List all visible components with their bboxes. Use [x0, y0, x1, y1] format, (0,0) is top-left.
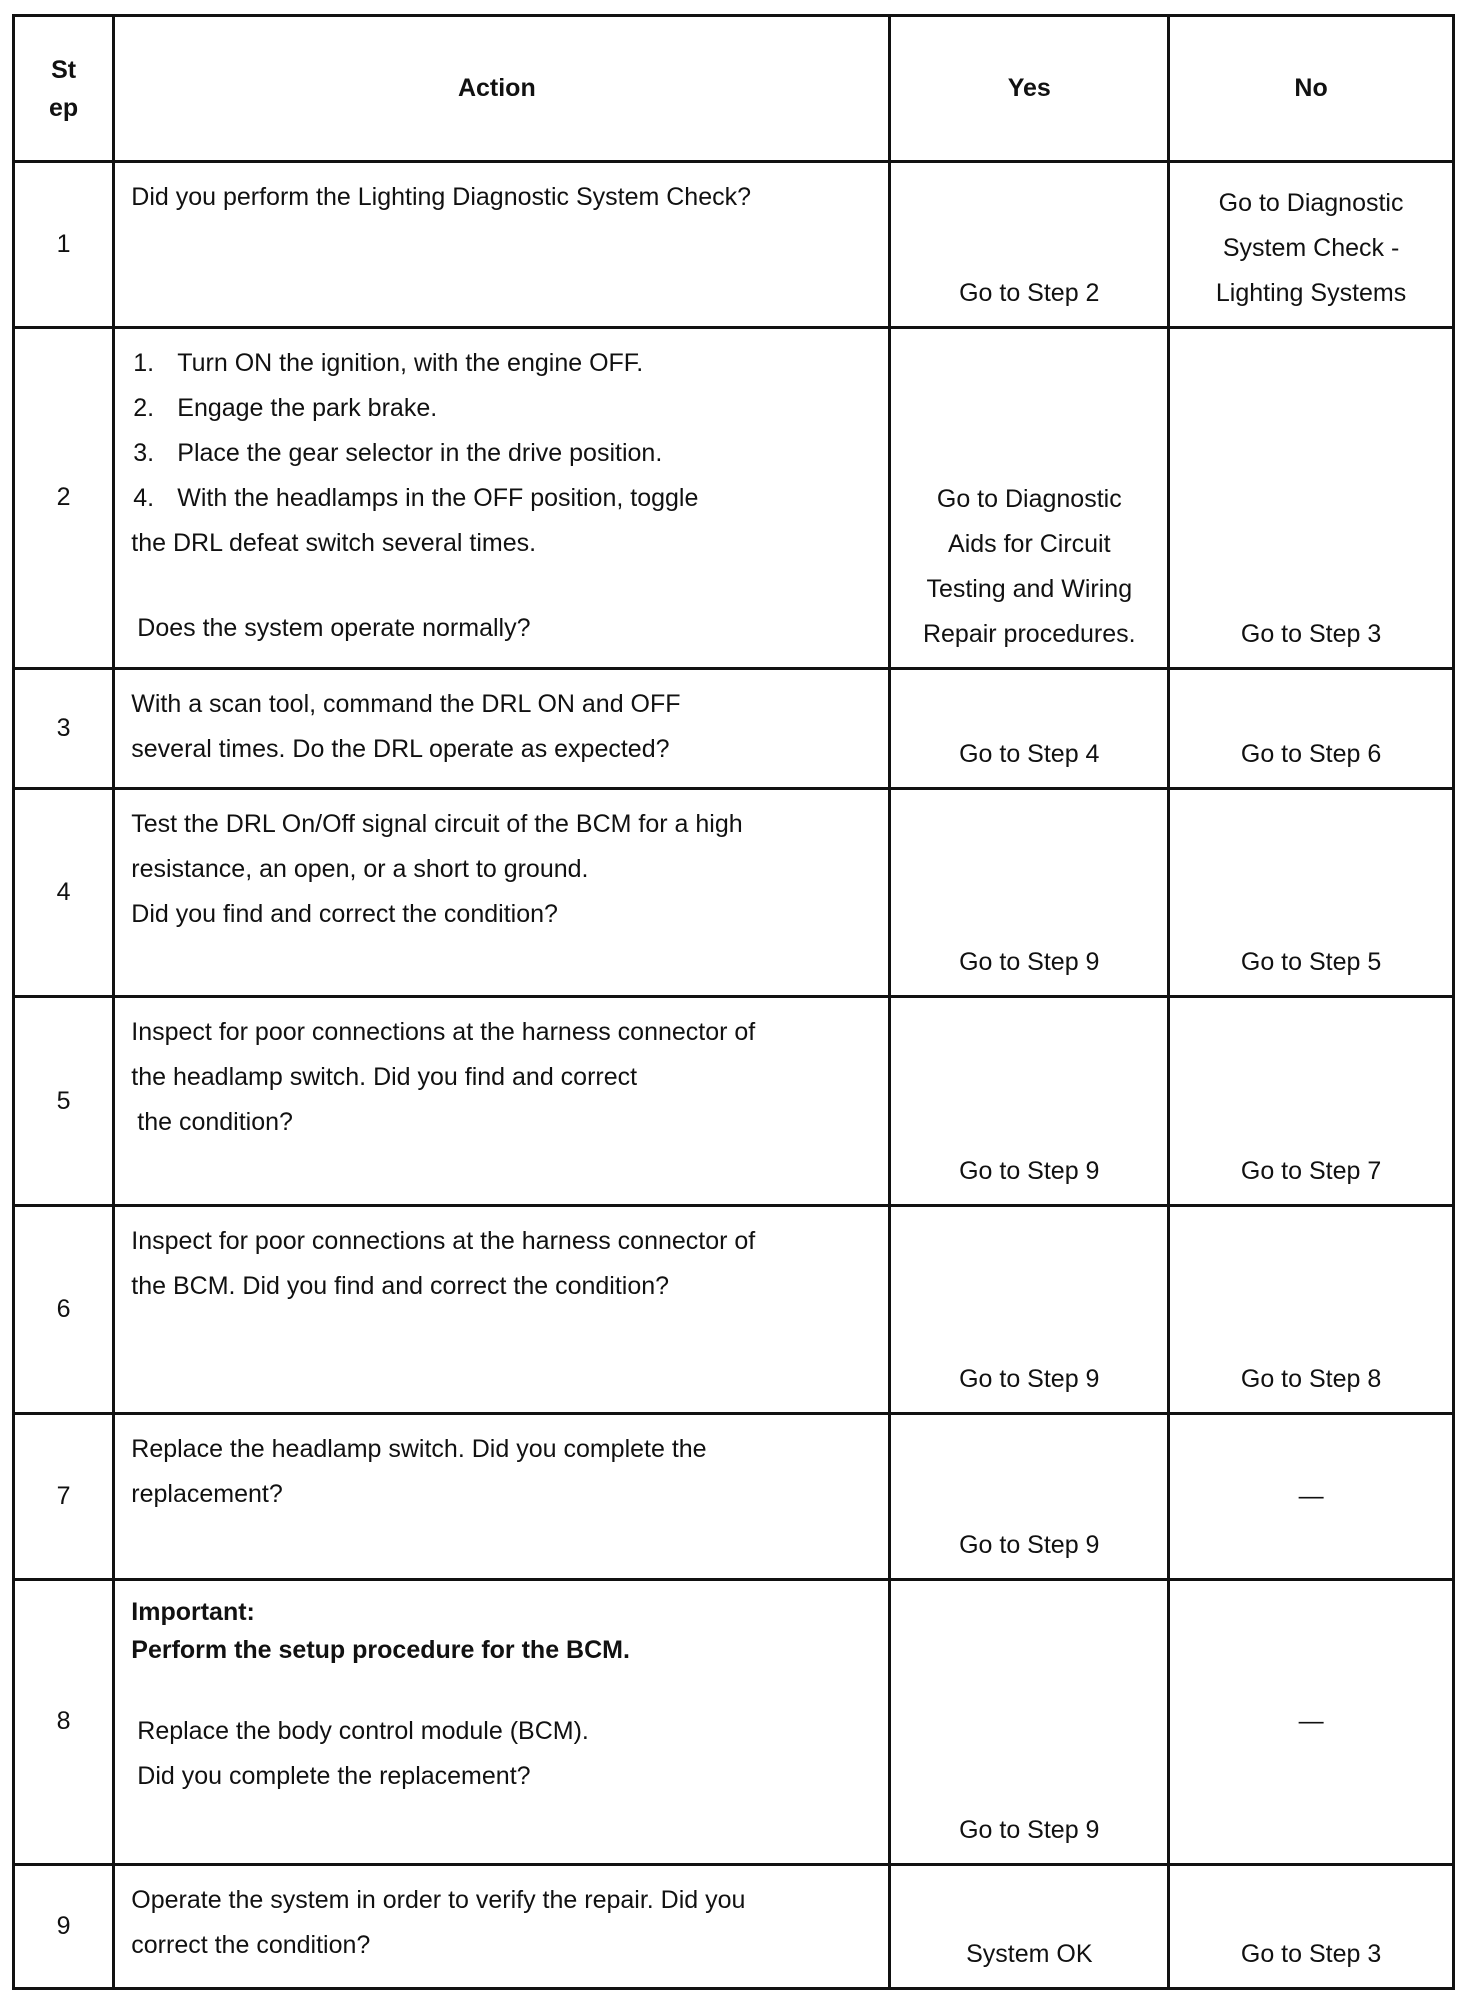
header-step-line1: St [51, 55, 77, 84]
list-item: 3. Place the gear selector in the drive position. [133, 438, 663, 467]
yes-line: Aids for Circuit [948, 529, 1111, 558]
action-line: the BCM. Did you find and correct the condition? [131, 1271, 670, 1300]
no-line: Go to Step 5 [1240, 948, 1382, 977]
action-line: replacement? [131, 1480, 283, 1509]
action-line: the condition? [137, 1108, 293, 1137]
no-cell [1169, 1579, 1454, 1864]
no-cell [1169, 1864, 1454, 1988]
action-cell [114, 997, 890, 1206]
step-number: 1 [14, 162, 114, 327]
no-line: Go to Step 7 [1240, 1156, 1382, 1185]
list-item: 4. With the headlamps in the OFF position, toggle [133, 483, 699, 512]
no-line: System Check - [1222, 233, 1400, 262]
no-cell [1169, 162, 1454, 327]
no-line: Go to Step 6 [1240, 739, 1382, 768]
action-cell [114, 1864, 890, 1988]
list-item-text: Turn ON the ignition, with the engine OFF. [177, 348, 644, 377]
action-line: Replace the headlamp switch. Did you complete the [131, 1435, 707, 1464]
action-line: Replace the body control module (BCM). [137, 1716, 589, 1745]
action-line: Inspect for poor connections at the harness connector of [131, 1018, 756, 1047]
yes-cell [890, 668, 1169, 788]
no-line: Go to Diagnostic [1218, 188, 1404, 217]
header-no: No [1169, 16, 1454, 162]
action-line: resistance, an open, or a short to ground. [131, 854, 589, 883]
header-action: Action [114, 16, 890, 162]
header-yes: Yes [890, 16, 1169, 162]
action-cell [114, 1579, 890, 1864]
action-cell [114, 1414, 890, 1579]
important-label: Important: [131, 1597, 255, 1626]
step-number: 6 [14, 1205, 114, 1414]
no-line: Go to Step 3 [1240, 1940, 1382, 1968]
action-line: Operate the system in order to verify the repair. Did you [131, 1885, 746, 1914]
action-line: Did you complete the replacement? [137, 1761, 531, 1790]
table-row [14, 1864, 1454, 1988]
yes-cell [890, 162, 1169, 327]
action-question: Does the system operate normally? [137, 613, 531, 642]
diagnostic-table [12, 14, 1455, 1990]
no-line: Go to Step 3 [1240, 619, 1382, 648]
list-item: 1. Turn ON the ignition, with the engine OFF. [133, 348, 644, 377]
action-line: correct the condition? [131, 1930, 371, 1959]
list-item-text: Place the gear selector in the drive position. [177, 438, 663, 467]
step-number: 7 [14, 1414, 114, 1579]
action-line: Did you perform the Lighting Diagnostic System Check? [131, 183, 752, 212]
yes-cell [890, 1579, 1169, 1864]
no-cell [1169, 1414, 1454, 1579]
important-text: Perform the setup procedure for the BCM. [131, 1635, 630, 1664]
no-line: — [1298, 1482, 1324, 1511]
list-item: 2. Engage the park brake. [133, 393, 438, 422]
yes-line: Repair procedures. [922, 619, 1136, 648]
header-step [14, 16, 114, 162]
action-line: the headlamp switch. Did you find and correct [131, 1063, 638, 1092]
action-line: With a scan tool, command the DRL ON and OFF [131, 689, 681, 718]
yes-cell [890, 1414, 1169, 1579]
step-number: 3 [14, 668, 114, 788]
yes-line: Go to Step 9 [959, 1815, 1100, 1844]
step-number: 9 [14, 1864, 114, 1988]
table-row [14, 327, 1454, 668]
yes-line: Go to Diagnostic [936, 484, 1122, 513]
yes-cell [890, 327, 1169, 668]
no-line: Lighting Systems [1215, 278, 1407, 307]
table-row [14, 668, 1454, 788]
no-cell [1169, 1205, 1454, 1414]
action-cell [114, 1205, 890, 1414]
header-row [14, 16, 1454, 162]
step-number: 2 [14, 327, 114, 668]
yes-line: System OK [966, 1940, 1093, 1968]
yes-cell [890, 1864, 1169, 1988]
action-line: the DRL defeat switch several times. [131, 528, 537, 557]
no-cell [1169, 997, 1454, 1206]
yes-line: Go to Step 2 [959, 278, 1100, 307]
no-cell [1169, 788, 1454, 997]
action-line: several times. Do the DRL operate as expected? [131, 734, 670, 763]
action-line: Inspect for poor connections at the harness connector of [131, 1226, 756, 1255]
yes-line: Go to Step 9 [959, 1156, 1100, 1185]
no-line: — [1298, 1707, 1324, 1736]
yes-cell [890, 788, 1169, 997]
no-cell [1169, 327, 1454, 668]
step-number: 8 [14, 1579, 114, 1864]
list-item-text: With the headlamps in the OFF position, toggle [177, 483, 699, 512]
action-cell [114, 668, 890, 788]
no-cell [1169, 668, 1454, 788]
yes-cell [890, 997, 1169, 1206]
no-line: Go to Step 8 [1240, 1365, 1382, 1394]
yes-line: Go to Step 9 [959, 1365, 1100, 1394]
action-cell [114, 327, 890, 668]
table-row [14, 788, 1454, 997]
step-number: 4 [14, 788, 114, 997]
table-row [14, 997, 1454, 1206]
yes-line: Testing and Wiring [926, 574, 1133, 603]
action-cell [114, 788, 890, 997]
table-row [14, 1414, 1454, 1579]
table-row [14, 1579, 1454, 1864]
table-row [14, 1205, 1454, 1414]
header-step-line2: ep [49, 93, 79, 122]
list-item-text: Engage the park brake. [177, 393, 438, 422]
yes-line: Go to Step 9 [959, 948, 1100, 977]
table-row [14, 162, 1454, 327]
action-line: Test the DRL On/Off signal circuit of the BCM for a high [131, 809, 743, 838]
yes-line: Go to Step 9 [959, 1530, 1100, 1559]
yes-cell [890, 1205, 1169, 1414]
yes-line: Go to Step 4 [959, 739, 1100, 768]
action-line: Did you find and correct the condition? [131, 899, 558, 928]
step-number: 5 [14, 997, 114, 1206]
action-cell [114, 162, 890, 327]
